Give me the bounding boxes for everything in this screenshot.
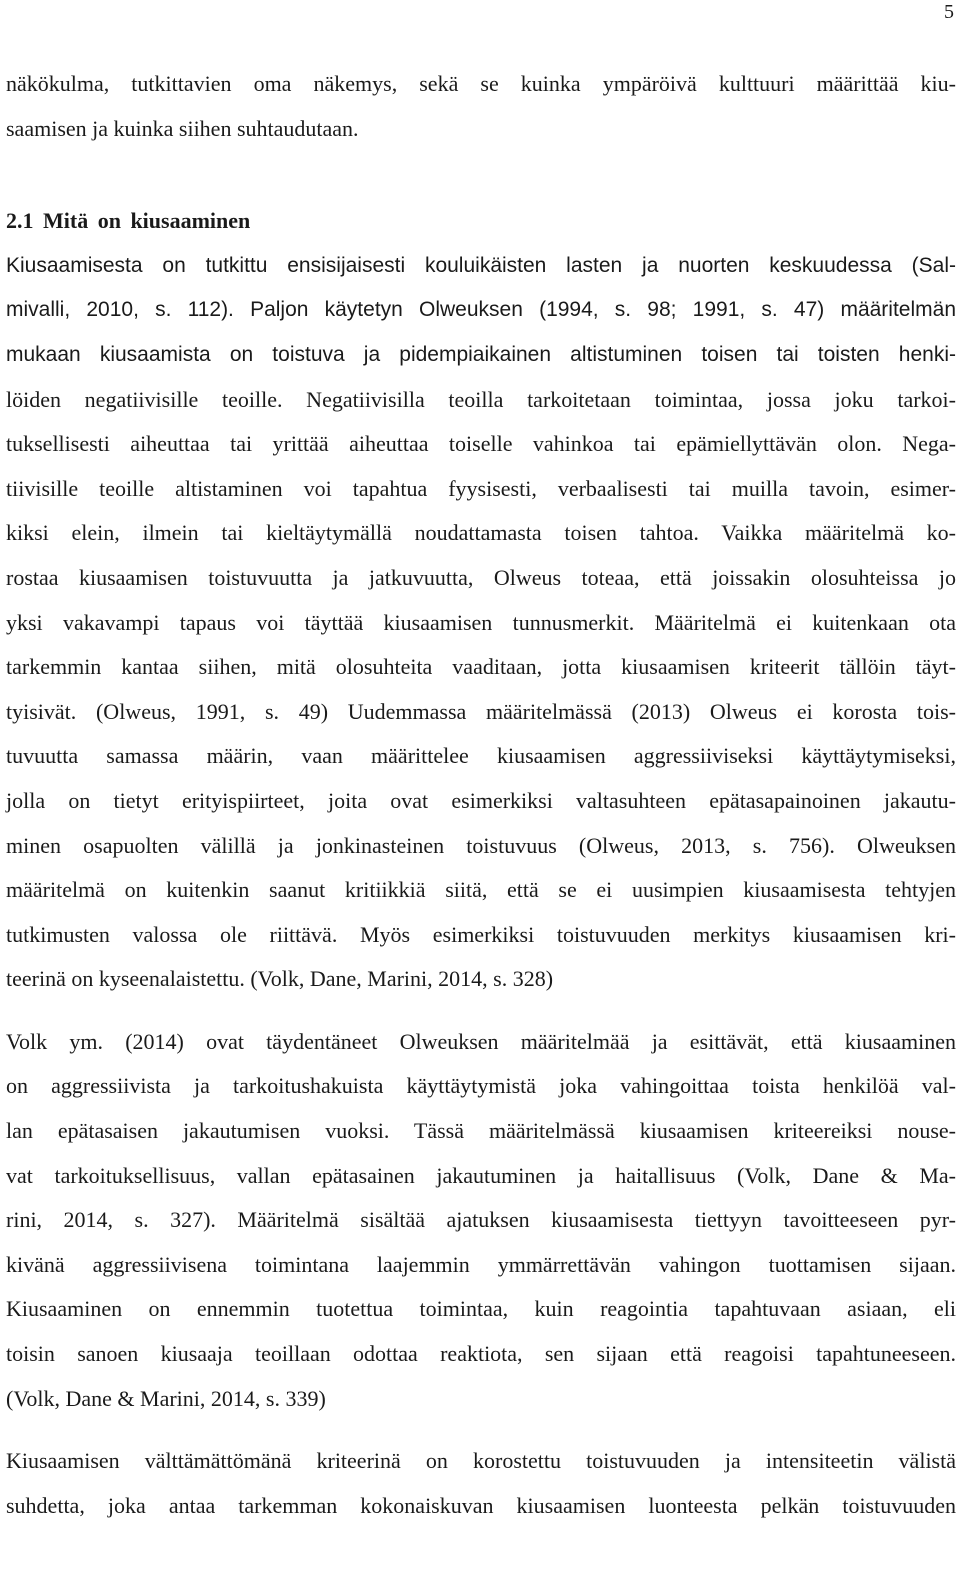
text-line: kivänä aggressiivisena toimintana laajemmin ymmärrettävän vahingon tuottamisen sijaan. bbox=[6, 1251, 956, 1277]
spacer bbox=[6, 151, 956, 199]
paragraph-1 bbox=[6, 244, 956, 1002]
text-line: vat tarkoituksellisuus, vallan epätasainen jakautuminen ja haitallisuus (Volk, Dane & Ma- bbox=[6, 1162, 956, 1188]
text-line: mivalli, 2010, s. 112). Paljon käytetyn Olweuksen (1994, s. 98; 1991, s. 47) määritelmän bbox=[6, 298, 956, 322]
intro-paragraph bbox=[6, 62, 956, 151]
text-line: toisin sanoen kiusaaja teoillaan odottaa reaktiota, sen sijaan että reagoisi tapahtuneeseen. bbox=[6, 1341, 956, 1367]
spacer bbox=[6, 1002, 956, 1020]
text-line: tiivisille teoille altistaminen voi tapahtua fyysisesti, verbaalisesti tai muilla tavoin, esimer- bbox=[6, 475, 956, 501]
text-line: mukaan kiusaamista on toistuva ja pidempiaikainen altistuminen toisen tai toisten henki- bbox=[6, 342, 956, 366]
text-line: tutkimusten valossa ole riittävä. Myös esimerkiksi toistuvuuden merkitys kiusaamisen kri- bbox=[6, 921, 956, 947]
text-line: jolla on tietyt erityispiirteet, joita ovat esimerkiksi valtasuhteen epätasapainoinen jakautu- bbox=[6, 787, 956, 813]
text-line: Kiusaamisen välttämättömänä kriteerinä on korostettu toistuvuuden ja intensiteetin välistä bbox=[6, 1448, 956, 1474]
paragraph-3 bbox=[6, 1439, 956, 1528]
text-line: Kiusaaminen on ennemmin tuotettua toimintaa, kuin reagointia tapahtuvaan asiaan, eli bbox=[6, 1296, 956, 1322]
paragraph-2 bbox=[6, 1020, 956, 1421]
spacer bbox=[6, 1421, 956, 1439]
text-line: minen osapuolten välillä ja jonkinasteinen toistuvuus (Olweus, 2013, s. 756). Olweuksen bbox=[6, 832, 956, 858]
text-line: rostaa kiusaamisen toistuvuutta ja jatkuvuutta, Olweus toteaa, että joissakin olosuhteissa jo bbox=[6, 564, 956, 590]
text-line: tuvuutta samassa määrin, vaan määrittelee kiusaamisen aggressiiviseksi käyttäytymiseksi, bbox=[6, 743, 956, 769]
text-line: suhdetta, joka antaa tarkemman kokonaiskuvan kiusaamisen luonteesta pelkän toistuvuuden bbox=[6, 1492, 956, 1518]
text-line: tuksellisesti aiheuttaa tai yrittää aiheuttaa toiselle vahinkoa tai epämiellyttävän olon. Nega- bbox=[6, 431, 956, 457]
text-line: tyisivät. (Olweus, 1991, s. 49) Uudemmassa määritelmässä (2013) Olweus ei korosta tois- bbox=[6, 698, 956, 724]
text-line: löiden negatiivisille teoille. Negatiivisilla teoilla tarkoitetaan toimintaa, jossa joku tarkoi- bbox=[6, 386, 956, 412]
text-line: rini, 2014, s. 327). Määritelmä sisältää ajatuksen kiusaamisesta tiettyyn tavoitteeseen pyr- bbox=[6, 1207, 956, 1233]
text-line: teerinä on kyseenalaistettu. (Volk, Dane, Marini, 2014, s. 328) bbox=[6, 966, 554, 992]
text-line: lan epätasaisen jakautumisen vuoksi. Tässä määritelmässä kiusaamisen kriteereiksi nouse- bbox=[6, 1118, 956, 1144]
text-line: saamisen ja kuinka siihen suhtaudutaan. bbox=[6, 115, 359, 141]
text-line: näkökulma, tutkittavien oma näkemys, sekä se kuinka ympäröivä kulttuuri määrittää kiu- bbox=[6, 71, 956, 96]
text-line: (Volk, Dane & Marini, 2014, s. 339) bbox=[6, 1385, 326, 1411]
text-line: Volk ym. (2014) ovat täydentäneet Olweuksen määritelmää ja esittävät, että kiusaaminen bbox=[6, 1028, 956, 1054]
text-line: määritelmä on kuitenkin saanut kritiikkiä siitä, että se ei uusimpien kiusaamisesta tehtyjen bbox=[6, 877, 956, 903]
text-line: on aggressiivista ja tarkoitushakuista käyttäytymistä joka vahingoittaa toista henkilöä val- bbox=[6, 1073, 956, 1099]
text-line: yksi vakavampi tapaus voi täyttää kiusaamisen tunnusmerkit. Määritelmä ei kuitenkaan ota bbox=[6, 609, 956, 635]
page-content bbox=[6, 62, 956, 1528]
text-line: kiksi elein, ilmein tai kieltäytymällä noudattamasta toisen tahtoa. Vaikka määritelmä ko- bbox=[6, 520, 956, 546]
text-line: tarkemmin kantaa siihen, mitä olosuhteita vaaditaan, jotta kiusaamisen kriteerit tällöin täyt- bbox=[6, 654, 956, 680]
page-number: 5 bbox=[944, 1, 954, 23]
section-heading: 2.1 Mitä on kiusaaminen bbox=[6, 208, 251, 234]
text-line: Kiusaamisesta on tutkittu ensisijaisesti kouluikäisten lasten ja nuorten keskuudessa (Sal- bbox=[6, 253, 956, 277]
